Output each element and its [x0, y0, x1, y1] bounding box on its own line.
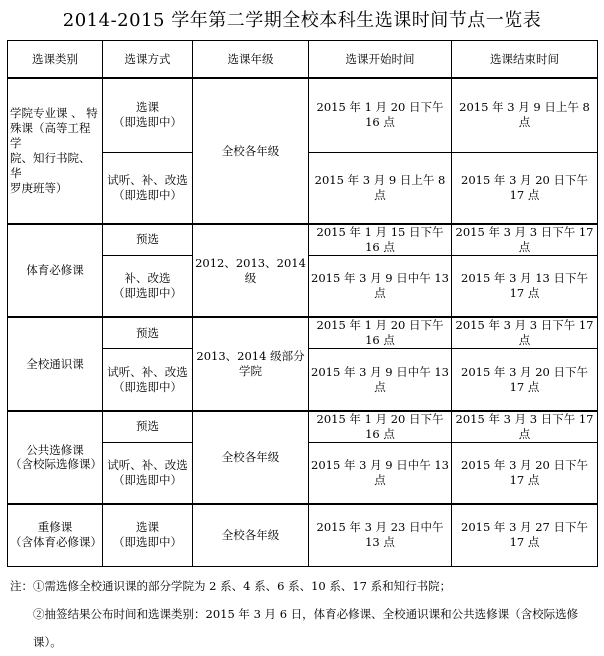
start-time-cell: 2015 年 1 月 20 日下午 16 点 — [309, 78, 452, 152]
method-cell: 试听、补、改选 （即选即中） — [103, 442, 193, 504]
end-time-cell: 2015 年 3 月 3 日下午 17 点 — [452, 317, 598, 348]
grade-cell: 全校各年级 — [193, 504, 309, 566]
method-cell: 预选 — [103, 224, 193, 255]
start-time-cell: 2015 年 3 月 9 日中午 13 点 — [309, 349, 452, 411]
category-cell: 全校通识课 — [8, 317, 103, 410]
category-cell: 重修课 （含体育必修课） — [8, 504, 103, 566]
start-time-cell: 2015 年 3 月 9 日中午 13 点 — [309, 442, 452, 504]
method-cell: 预选 — [103, 317, 193, 348]
category-cell: 学院专业课 、 特 殊课（高等工程学 院、知行书院、华 罗庚班等） — [8, 78, 103, 224]
table-row — [8, 78, 598, 152]
end-time-cell: 2015 年 3 月 27 日下午 17 点 — [452, 504, 598, 566]
method-cell: 试听、补、改选 （即选即中） — [103, 349, 193, 411]
end-time-cell: 2015 年 3 月 20 日下午 17 点 — [452, 152, 598, 224]
method-cell: 试听、补、改选 （即选即中） — [103, 152, 193, 224]
method-cell: 预选 — [103, 411, 193, 442]
method-cell: 选课 （即选即中） — [103, 504, 193, 566]
category-cell: 公共选修课 （含校际选修课） — [8, 411, 103, 504]
start-time-cell: 2015 年 3 月 9 日中午 13 点 — [309, 255, 452, 317]
table-row — [8, 411, 598, 442]
note-2: ②抽签结果公布时间和选课类别：2015 年 3 月 6 日，体育必修课、全校通识课和公共选修课（含校际选修课）。 — [33, 607, 579, 649]
table-row — [8, 224, 598, 255]
notes — [10, 572, 598, 656]
end-time-cell: 2015 年 3 月 9 日上午 8 点 — [452, 78, 598, 152]
end-time-cell: 2015 年 3 月 20 日下午 17 点 — [452, 349, 598, 411]
category-cell: 体育必修课 — [8, 224, 103, 317]
method-cell: 选课 （即选即中） — [103, 78, 193, 152]
method-cell: 补、改选 （即选即中） — [103, 255, 193, 317]
end-time-cell: 2015 年 3 月 3 日下午 17 点 — [452, 224, 598, 255]
page-title: 2014-2015 学年第二学期全校本科生选课时间节点一览表 — [62, 10, 542, 31]
header-row — [8, 41, 598, 79]
header-start-time: 选课开始时间 — [309, 41, 452, 79]
end-time-cell: 2015 年 3 月 20 日下午 17 点 — [452, 442, 598, 504]
end-time-cell: 2015 年 3 月 13 日下午 17 点 — [452, 255, 598, 317]
header-grade: 选课年级 — [193, 41, 309, 79]
grade-cell: 2013、2014 级部分学院 — [193, 317, 309, 410]
header-end-time: 选课结束时间 — [452, 41, 598, 79]
grade-cell: 全校各年级 — [193, 411, 309, 504]
end-time-cell: 2015 年 3 月 3 日下午 17 点 — [452, 411, 598, 442]
start-time-cell: 2015 年 1 月 15 日下午 16 点 — [309, 224, 452, 255]
table-row — [8, 317, 598, 348]
schedule-table — [7, 40, 598, 567]
start-time-cell: 2015 年 1 月 20 日下午 16 点 — [309, 411, 452, 442]
start-time-cell: 2015 年 3 月 23 日中午 13 点 — [309, 504, 452, 566]
table-row — [8, 504, 598, 566]
start-time-cell: 2015 年 3 月 9 日上午 8 点 — [309, 152, 452, 224]
start-time-cell: 2015 年 1 月 20 日下午 16 点 — [309, 317, 452, 348]
header-method: 选课方式 — [103, 41, 193, 79]
note-1: 注：①需选修全校通识课的部分学院为 2 系、4 系、6 系、10 系、17 系和知行书院； — [10, 579, 452, 593]
grade-cell: 全校各年级 — [193, 78, 309, 224]
grade-cell: 2012、2013、2014 级 — [193, 224, 309, 317]
header-category: 选课类别 — [8, 41, 103, 79]
